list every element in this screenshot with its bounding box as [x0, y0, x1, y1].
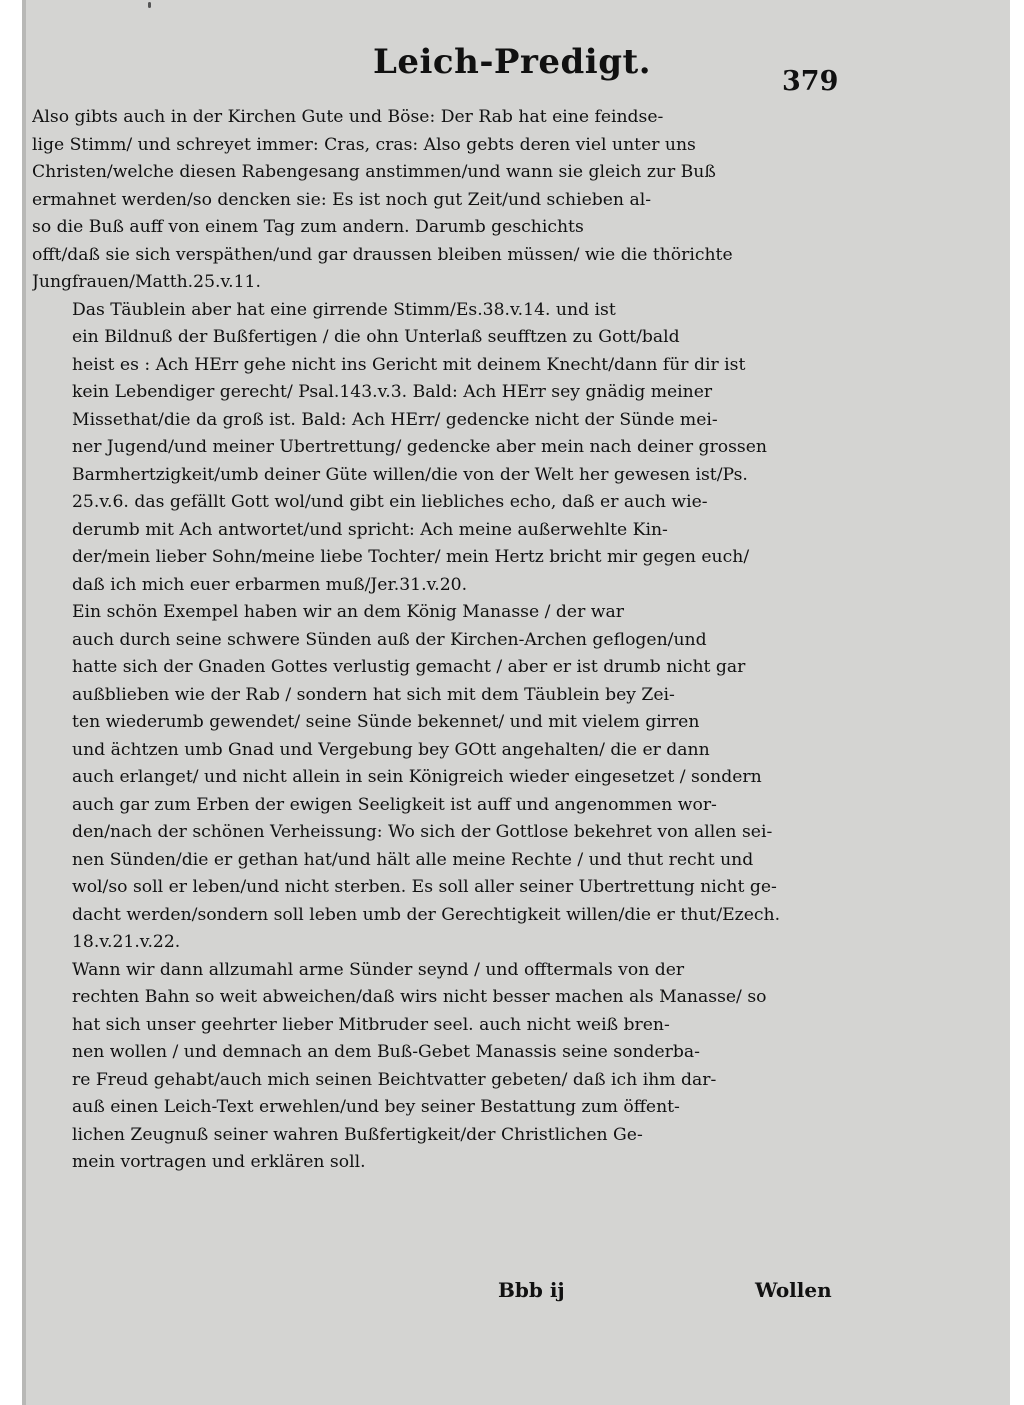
- text-line: hatte sich der Gnaden Gottes verlustig gemacht / aber er ist drumb nicht gar: [72, 657, 746, 677]
- text-line: kein Lebendiger gerecht/ Psal.143.v.3. Bald: Ach HErr sey gnädig meiner: [72, 382, 713, 402]
- text-line: lige Stimm/ und schreyet immer: Cras, cras: Also gebts deren viel unter uns: [32, 134, 696, 155]
- text-line: Das Täublein aber hat eine girrende Stimm/Es.38.v.14. und ist: [72, 299, 616, 320]
- text-line: derumb mit Ach antwortet/und spricht: Ach meine außerwehlte Kin-: [72, 519, 668, 540]
- paragraph: [32, 599, 842, 957]
- text-line: wol/so soll er leben/und nicht sterben. Es soll aller seiner Ubertrettung nicht ge-: [72, 877, 777, 897]
- text-line: Barmhertzigkeit/umb deiner Güte willen/die von der Welt her gewesen ist/Ps.: [72, 464, 748, 485]
- signature-mark: Bbb ij: [498, 1278, 565, 1302]
- text-line: 18.v.21.v.22.: [72, 932, 181, 952]
- ink-speck: [148, 2, 151, 8]
- text-line: außblieben wie der Rab / sondern hat sich mit dem Täublein bey Zei-: [72, 684, 675, 705]
- text-line: auch durch seine schwere Sünden auß der Kirchen-Archen geflogen/und: [72, 629, 707, 650]
- text-line: lichen Zeugnuß seiner wahren Bußfertigkeit/der Christlichen Ge-: [72, 1124, 643, 1145]
- text-line: Also gibts auch in der Kirchen Gute und Böse: Der Rab hat eine feindse-: [32, 107, 664, 127]
- text-line: heist es : Ach HErr gehe nicht ins Gericht mit deinem Knecht/dann für dir ist: [72, 354, 746, 375]
- text-line: Jungfrauen/Matth.25.v.11.: [32, 272, 261, 292]
- text-line: auch erlanget/ und nicht allein in sein Königreich wieder eingesetzet / sondern: [72, 767, 762, 787]
- page-number: 379: [782, 66, 839, 97]
- text-line: rechten Bahn so weit abweichen/daß wirs nicht besser machen als Manasse/ so: [72, 987, 767, 1007]
- paragraph: [32, 297, 842, 600]
- text-line: der/mein lieber Sohn/meine liebe Tochter/ mein Hertz bricht mir gegen euch/: [72, 547, 750, 567]
- text-line: nen Sünden/die er gethan hat/und hält alle meine Rechte / und thut recht und: [72, 849, 754, 870]
- text-line: so die Buß auff von einem Tag zum andern. Darumb geschichts: [32, 217, 584, 237]
- text-line: den/nach der schönen Verheissung: Wo sich der Gottlose bekehret von allen sei-: [72, 822, 773, 842]
- text-line: auß einen Leich-Text erwehlen/und bey seiner Bestattung zum öffent-: [72, 1097, 680, 1117]
- running-title: Leich-Predigt.: [372, 42, 652, 82]
- catchword: Wollen: [755, 1278, 832, 1302]
- text-line: dacht werden/sondern soll leben umb der Gerechtigkeit willen/die er thut/Ezech.: [72, 904, 781, 925]
- text-line: daß ich mich euer erbarmen muß/Jer.31.v.20.: [72, 574, 468, 595]
- text-line: offt/daß sie sich verspäthen/und gar draussen bleiben müssen/ wie die thörichte: [32, 244, 733, 265]
- text-line: Christen/welche diesen Rabengesang anstimmen/und wann sie gleich zur Buß: [32, 162, 716, 182]
- text-line: ten wiederumb gewendet/ seine Sünde bekennet/ und mit vielem girren: [72, 712, 700, 732]
- text-line: Ein schön Exempel haben wir an dem König Manasse / der war: [72, 602, 624, 622]
- text-line: mein vortragen und erklären soll.: [72, 1152, 366, 1172]
- text-line: re Freud gehabt/auch mich seinen Beichtvatter gebeten/ daß ich ihm dar-: [72, 1069, 717, 1090]
- paragraph: [32, 104, 842, 297]
- paragraph: [32, 957, 842, 1177]
- text-line: hat sich unser geehrter lieber Mitbruder seel. auch nicht weiß bren-: [72, 1014, 670, 1035]
- text-line: ein Bildnuß der Bußfertigen / die ohn Unterlaß seufftzen zu Gott/bald: [72, 327, 680, 347]
- text-line: Missethat/die da groß ist. Bald: Ach HErr/ gedencke nicht der Sünde mei-: [72, 409, 718, 430]
- text-line: Wann wir dann allzumahl arme Sünder seynd / und offtermals von der: [72, 959, 685, 980]
- page-edge-shadow: [22, 0, 26, 1405]
- text-line: nen wollen / und demnach an dem Buß-Gebet Manassis seine sonderba-: [72, 1042, 700, 1062]
- text-line: ner Jugend/und meiner Ubertrettung/ gedencke aber mein nach deiner grossen: [72, 437, 767, 457]
- text-line: ermahnet werden/so dencken sie: Es ist noch gut Zeit/und schieben al-: [32, 189, 652, 210]
- text-line: 25.v.6. das gefällt Gott wol/und gibt ein liebliches echo, daß er auch wie-: [72, 492, 708, 512]
- body-text: [32, 104, 842, 1177]
- text-line: auch gar zum Erben der ewigen Seeligkeit ist auff und angenommen wor-: [72, 794, 717, 815]
- text-line: und ächtzen umb Gnad und Vergebung bey GOtt angehalten/ die er dann: [72, 739, 710, 760]
